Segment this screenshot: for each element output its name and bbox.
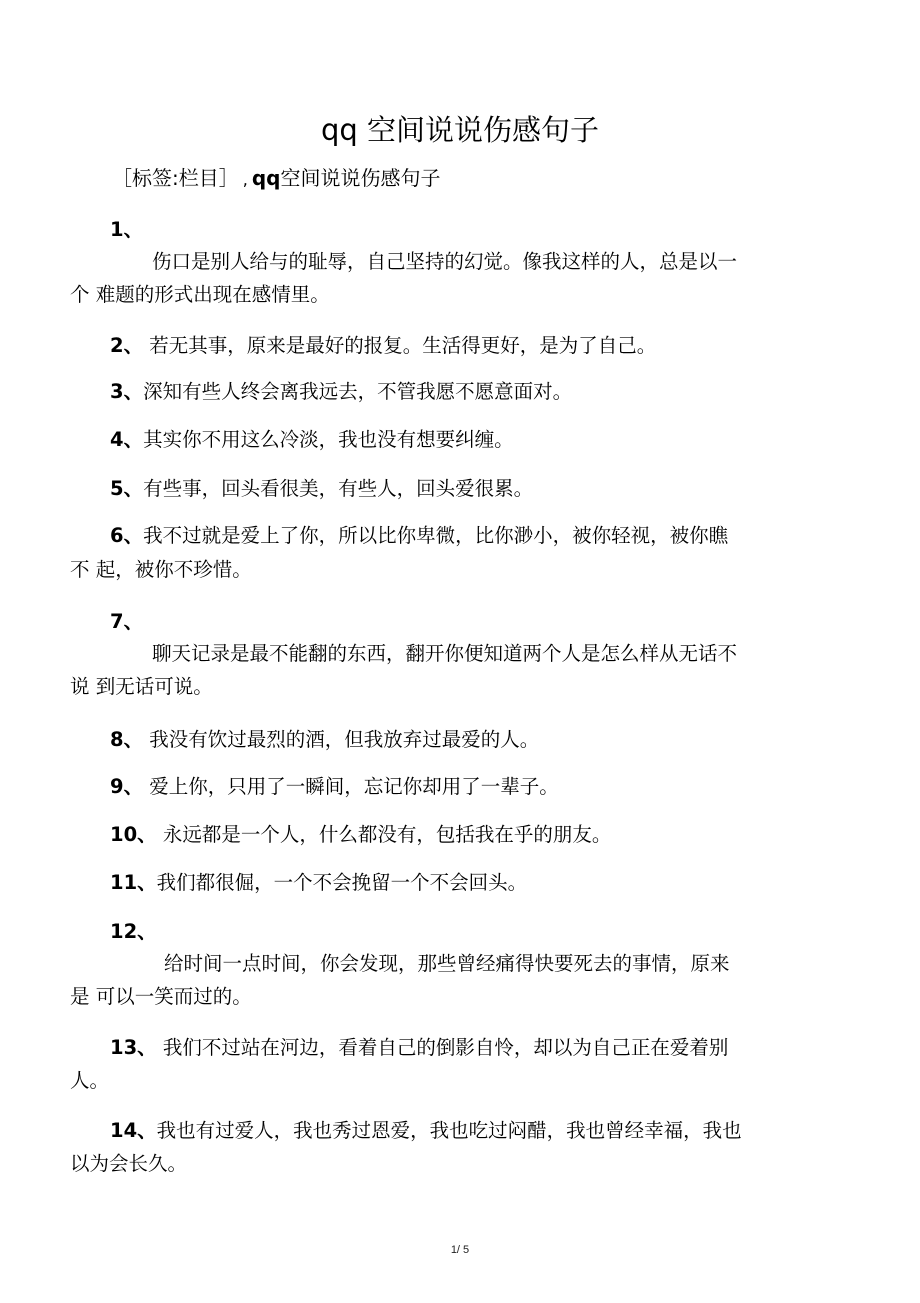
list-item [110,773,559,801]
item-text: 有些事，回头看很美，有些人，回头爱很累。 [143,477,534,500]
item-text: 其实你不用这么冷淡，我也没有想要纠缠。 [143,428,514,451]
list-item [110,726,539,754]
tag-label: ［标签:栏目］ [112,166,239,190]
list-item [110,426,514,454]
item-number: 7、 [110,610,144,633]
item-number: 13、 [110,1036,157,1059]
item-text: 给时间一点时间，你会发现，那些曾经痛得快要死去的事情，原来 [164,952,730,975]
tag-qq: qq [251,166,281,190]
item-number: 8、 [110,728,144,751]
list-item [110,1117,742,1145]
item-text-cont: 是 可以一笑而过的。 [70,985,252,1008]
list-item [110,522,728,550]
page-number: 1/ 5 [450,1244,470,1256]
item-number: 5、 [110,477,144,500]
item-number: 14、 [110,1119,157,1142]
item-text: 永远都是一个人，什么都没有，包括我在乎的朋友。 [156,823,612,846]
page-title: qq 空间说说伤感句子 [320,113,600,147]
item-text-cont: 说 到无话可说。 [70,675,213,698]
tag-line [112,163,440,195]
item-text: 我们不过站在河边，看着自己的倒影自怜，却以为自己正在爱着别 [156,1036,729,1059]
list-item [110,821,611,849]
item-number: 10、 [110,823,157,846]
tag-separator: , [242,170,248,189]
item-text-cont: 以为会长久。 [70,1152,188,1175]
list-item [110,869,527,897]
item-number: 11、 [110,871,157,894]
item-number: 3、 [110,380,144,403]
item-text: 聊天记录是最不能翻的东西，翻开你便知道两个人是怎么样从无话不 [152,642,738,665]
item-text-cont: 不 起，被你不珍惜。 [70,558,252,581]
item-text: 若无其事，原来是最好的报复。生活得更好，是为了自己。 [143,334,657,357]
item-number: 12、 [110,920,157,943]
item-number: 9、 [110,775,144,798]
list-item [110,332,656,360]
list-item [110,475,533,503]
item-text: 爱上你，只用了一瞬间，忘记你却用了一辈子。 [143,775,559,798]
item-number: 1、 [110,218,144,241]
item-text: 我也有过爱人，我也秀过恩爱，我也吃过闷醋，我也曾经幸福，我也 [156,1119,742,1142]
tag-text: 空间说说伤感句子 [280,166,441,190]
item-text: 我没有饮过最烈的酒，但我放弃过最爱的人。 [143,728,540,751]
item-text: 我不过就是爱上了你，所以比你卑微，比你渺小，被你轻视，被你瞧 [143,524,729,547]
item-number: 4、 [110,428,144,451]
item-text-cont: 人。 [70,1069,110,1092]
item-text: 深知有些人终会离我远去，不管我愿不愿意面对。 [143,380,573,403]
item-text-cont: 个 难题的形式出现在感情里。 [70,283,330,306]
item-text: 我们都很倔，一个不会挽留一个不会回头。 [156,871,528,894]
item-number: 6、 [110,524,144,547]
list-item [110,1034,728,1062]
item-text: 伤口是别人给与的耻辱，自己坚持的幻觉。像我这样的人，总是以一 [152,250,738,273]
list-item [110,378,572,406]
item-number: 2、 [110,334,144,357]
